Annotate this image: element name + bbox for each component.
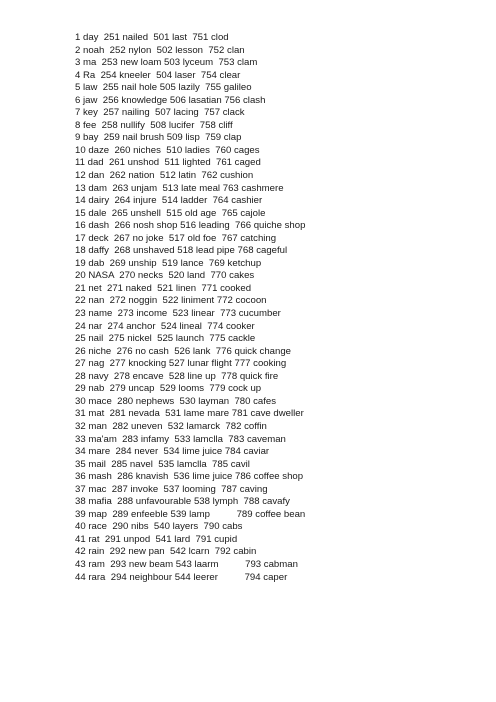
list-line: 19 dab 269 unship 519 lance 769 ketchup <box>75 257 262 269</box>
list-line: 16 dash 266 nosh shop 516 leading 766 quiche shop <box>75 220 306 232</box>
list-line: 8 fee 258 nullify 508 lucifer 758 cliff <box>75 119 233 131</box>
list-line: 14 dairy 264 injure 514 ladder 764 cashier <box>75 195 263 207</box>
list-line: 20 NASA 270 necks 520 land 770 cakes <box>75 270 255 282</box>
list-line: 42 rain 292 new pan 542 lcarn 792 cabin <box>75 546 257 558</box>
list-line: 36 mash 286 knavish 536 lime juice 786 coffee shop <box>75 471 304 483</box>
list-line: 35 mail 285 navel 535 lamclla 785 cavil <box>75 458 250 470</box>
list-line: 23 name 273 income 523 linear 773 cucumber <box>75 308 281 320</box>
list-line: 15 dale 265 unshell 515 old age 765 cajole <box>75 207 266 219</box>
list-line: 21 net 271 naked 521 linen 771 cooked <box>75 282 252 294</box>
list-line: 43 ram 293 new beam 543 laarm 793 cabman <box>75 558 298 570</box>
list-line: 27 nag 277 knocking 527 lunar flight 777 cooking <box>75 358 287 370</box>
list-line: 28 navy 278 encave 528 line up 778 quick fire <box>75 370 279 382</box>
list-line: 30 mace 280 nephews 530 layman 780 cafes <box>75 395 277 407</box>
list-line: 17 deck 267 no joke 517 old foe 767 catching <box>75 232 277 244</box>
list-line: 13 dam 263 unjam 513 late meal 763 cashmere <box>75 182 284 194</box>
list-line: 38 mafia 288 unfavourable 538 lymph 788 cavafy <box>75 496 290 508</box>
list-line: 5 law 255 nail hole 505 lazily 755 galileo <box>75 82 252 94</box>
list-line: 7 key 257 nailing 507 lacing 757 clack <box>75 107 245 119</box>
list-line: 33 ma'am 283 infamy 533 lamclla 783 caveman <box>75 433 286 445</box>
list-line: 25 nail 275 nickel 525 launch 775 cackle <box>75 333 256 345</box>
list-line: 1 day 251 nailed 501 last 751 clod <box>75 32 229 43</box>
list-line: 44 rara 294 neighbour 544 leerer 794 caper <box>75 571 288 583</box>
list-line: 3 ma 253 new loam 503 lyceum 753 clam <box>75 57 258 69</box>
list-line: 18 daffy 268 unshaved 518 lead pipe 768 cageful <box>75 245 288 257</box>
list-line: 37 mac 287 invoke 537 looming 787 caving <box>75 483 268 495</box>
number-word-list <box>75 32 485 584</box>
list-line: 4 Ra 254 kneeler 504 laser 754 clear <box>75 69 241 81</box>
list-line: 9 bay 259 nail brush 509 lisp 759 clap <box>75 132 242 144</box>
list-line: 31 mat 281 nevada 531 lame mare 781 cave dweller <box>75 408 304 420</box>
list-line: 24 nar 274 anchor 524 lineal 774 cooker <box>75 320 255 332</box>
list-line: 40 race 290 nibs 540 layers 790 cabs <box>75 521 243 533</box>
list-line: 26 niche 276 no cash 526 lank 776 quick change <box>75 345 292 357</box>
list-line: 29 nab 279 uncap 529 looms 779 cock up <box>75 383 262 395</box>
list-line: 22 nan 272 noggin 522 liniment 772 cocoon <box>75 295 267 307</box>
list-line: 6 jaw 256 knowledge 506 lasatian 756 clash <box>75 94 266 106</box>
list-line: 2 noah 252 nylon 502 lesson 752 clan <box>75 44 245 56</box>
list-line: 32 man 282 uneven 532 lamarck 782 coffin <box>75 420 267 432</box>
list-line: 12 dan 262 nation 512 latin 762 cushion <box>75 170 254 182</box>
list-line: 41 rat 291 unpod 541 lard 791 cupid <box>75 533 238 545</box>
list-line: 11 dad 261 unshod 511 lighted 761 caged <box>75 157 261 169</box>
list-line: 34 mare 284 never 534 lime juice 784 caviar <box>75 446 270 458</box>
list-line: 39 map 289 enfeeble 539 lamp 789 coffee bean <box>75 508 306 520</box>
list-line: 10 daze 260 niches 510 ladies 760 cages <box>75 144 260 156</box>
